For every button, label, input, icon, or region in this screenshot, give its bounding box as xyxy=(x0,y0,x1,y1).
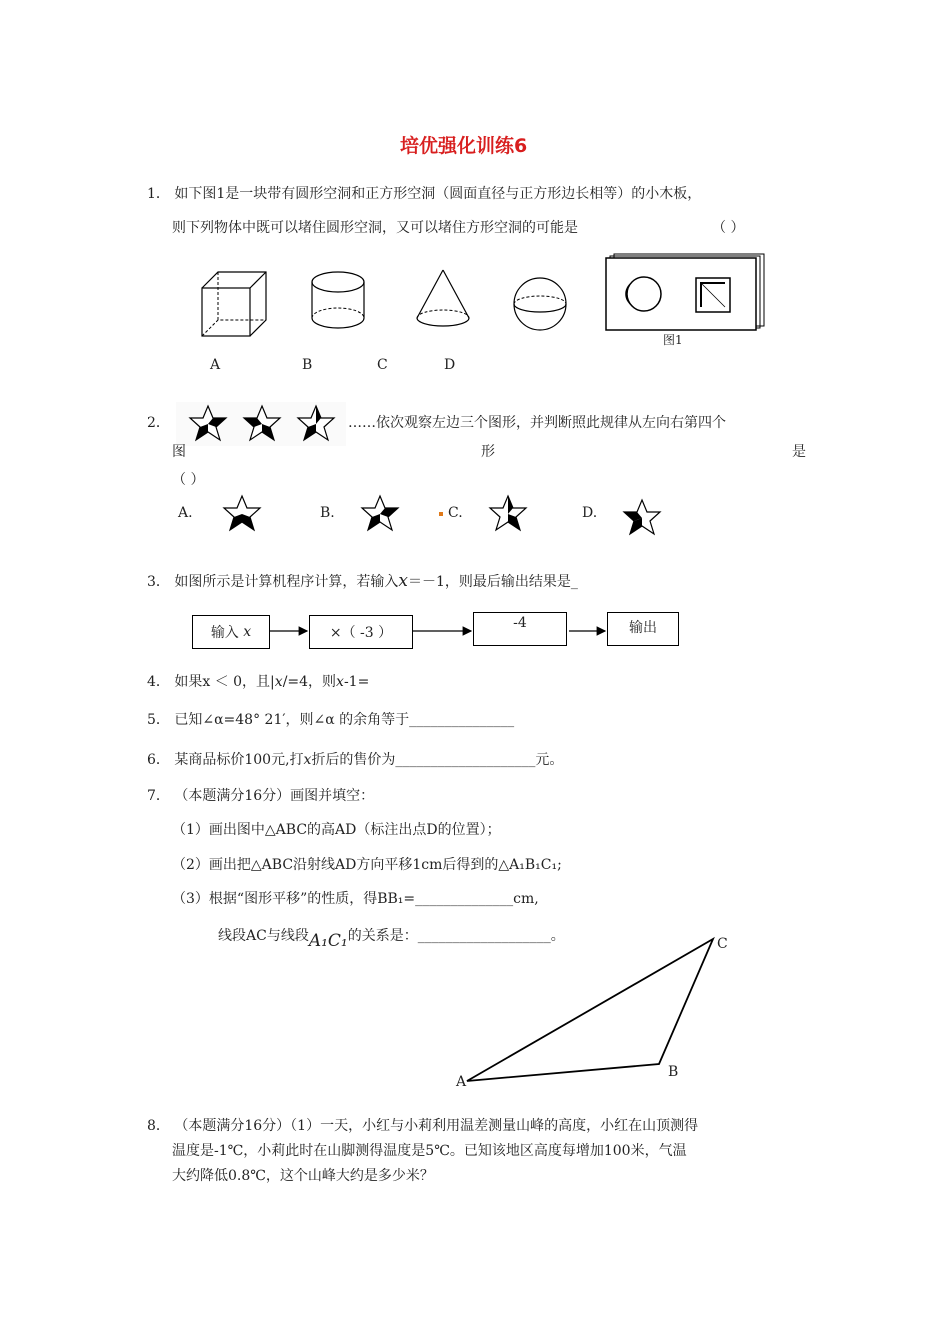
flow-box-input-label: 输入 xyxy=(210,625,239,641)
q7-part1: （1）画出图中△ABC的高AD（标注出点D的位置）； xyxy=(172,822,501,838)
q2-option-b: B. xyxy=(320,505,335,521)
option-a-label: A xyxy=(210,357,221,373)
q6-text-a: 6． 某商品标价100元,打 xyxy=(147,752,304,768)
q4-text-b: /=4，则 xyxy=(282,674,337,690)
point-c-label: C xyxy=(717,936,728,952)
q4-var-x: x xyxy=(274,674,283,690)
q1-line1: 1． 如下图1是一块带有圆形空洞和正方形空洞（圆面直径与正方形边长相等）的小木板， xyxy=(147,186,702,202)
point-a-label: A xyxy=(456,1074,467,1090)
q7-header: 7． （本题满分16分）画图并填空： xyxy=(147,788,375,804)
q7-l4-math: A₁C₁ xyxy=(308,931,348,951)
q2-paren: （ ） xyxy=(172,472,205,488)
q7-l4-b: 的关系是：___________________。 xyxy=(347,928,565,944)
q4-text-c: -1= xyxy=(343,674,370,690)
q2-text: ……依次观察左边三个图形，并判断照此规律从左向右第四个 xyxy=(348,415,726,431)
q4-var-x2: x xyxy=(336,674,344,690)
q3-text-a: 3． 如图所示是计算机程序计算，若输入 xyxy=(147,574,399,590)
q6-text-b: 折后的售价为____________________元。 xyxy=(311,752,564,768)
option-c-label: C xyxy=(377,357,388,373)
q2-line2-c: 是 xyxy=(792,444,806,460)
flow-box-subtract: -4 xyxy=(473,612,567,646)
page-title: 培优强化训练6 xyxy=(400,135,528,157)
q1-line2: 则下列物体中既可以堵住圆形空洞，又可以堵住方形空洞的可能是 xyxy=(172,220,578,236)
q4-text-a: 4． 如果x ＜ 0，且| xyxy=(147,674,275,690)
option-b-label: B xyxy=(302,357,313,373)
q8-line3: 大约降低0.8℃，这个山峰大约是多少米？ xyxy=(172,1168,434,1184)
q3-var-x: x xyxy=(398,571,408,591)
q2-line2-a: 图 xyxy=(172,444,186,460)
flow-box-multiply: ×（ -3 ） xyxy=(309,615,413,649)
figure1-label: 图1 xyxy=(663,333,683,347)
q8-line1: 8． （本题满分16分）（1）一天，小红与小莉利用温差测量山峰的高度，小红在山顶测得 xyxy=(147,1118,699,1134)
flow-box-input-var: x xyxy=(243,624,252,640)
q6-var-x: x xyxy=(303,752,312,768)
flow-box-output: 输出 xyxy=(607,612,679,646)
option-d-label: D xyxy=(444,357,456,373)
q2-option-d: D. xyxy=(582,505,598,521)
q2-option-c: C. xyxy=(448,505,463,521)
point-b-label: B xyxy=(668,1064,679,1080)
q7-part3: （3）根据“图形平移”的性质，得BB₁=______________cm, xyxy=(172,891,539,907)
q5-text: 5． 已知∠α=48° 21′，则∠α 的余角等于_______________ xyxy=(147,712,515,728)
q7-l4-a: 线段AC与线段 xyxy=(218,928,309,944)
q2-option-a: A. xyxy=(178,505,193,521)
q7-part2: （2）画出把△ABC沿射线AD方向平移1cm后得到的△A₁B₁C₁; xyxy=(172,857,562,873)
q2-number: 2． xyxy=(147,415,170,431)
q1-paren: （ ） xyxy=(712,220,745,236)
q3-text-b: ＝－1，则最后输出结果是_ xyxy=(407,574,578,590)
q8-line2: 温度是-1℃，小莉此时在山脚测得温度是5℃。已知该地区高度每增加100米，气温 xyxy=(172,1143,687,1159)
q2-line2-b: 形 xyxy=(481,444,495,460)
